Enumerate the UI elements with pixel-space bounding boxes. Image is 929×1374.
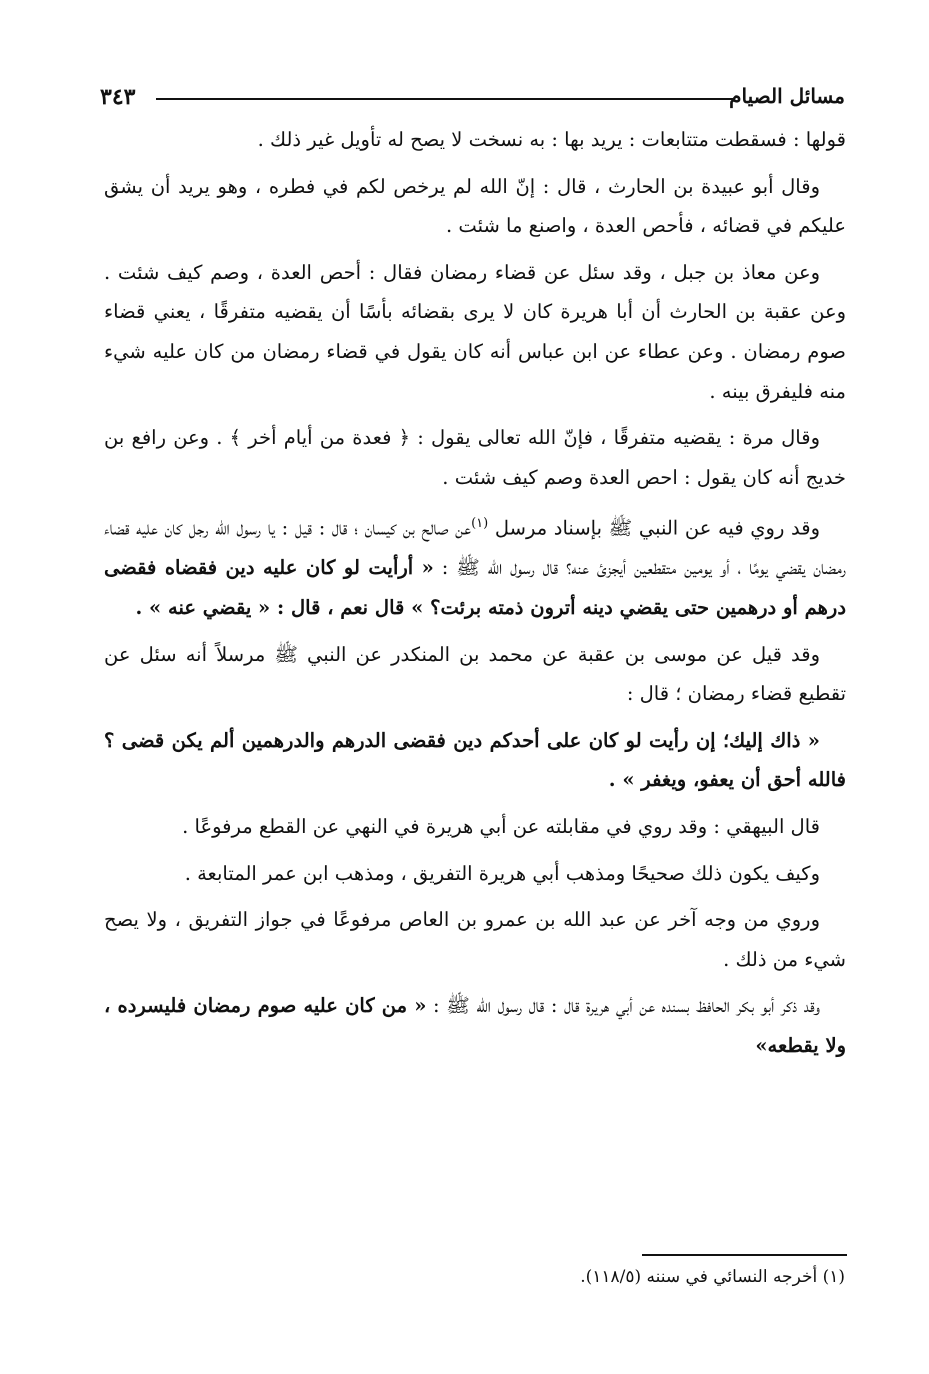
hadith-quote-1: « أرأيت لو كان عليه دين فقضاه فقضى درهم أو درهمين حتى يقضي دينه أترون ذمته برئت؟ » قال نعم ، قال : « يقضي عنه » . [104, 556, 846, 620]
running-title: مسائل الصيام [729, 84, 845, 108]
paragraph-5-text-a: وقد روي فيه عن النبي ﷺ بإسناد مرسل [494, 516, 820, 540]
paragraph-5-text-b: عن صالح بن كيسان ؛ قال : قيل : يا رسول الله رجل كان عليه قضاء رمضان يقضي يومًا ، أو يومين متقطعين أيجزئ عنه؟ قال رسول الله ﷺ : [104, 516, 846, 580]
paragraph-11 [104, 986, 846, 1065]
paragraph-5 [104, 504, 846, 627]
page-header [100, 82, 845, 116]
paragraph-10: وروي من وجه آخر عن عبد الله بن عمرو بن العاص مرفوعًا في جواز التفريق ، ولا يصح شيء من ذلك . [104, 908, 846, 971]
paragraph-6: وقد قيل عن موسى بن عقبة عن محمد بن المنكدر عن النبي ﷺ مرسلاً أنه سئل عن تقطيع قضاء رمضان ؛ قال : [104, 642, 846, 706]
paragraph-4: وقال مرة : يقضيه متفرقًا ، فإنّ الله تعالى يقول : ﴿ فعدة من أيام أخر ﴾ . وعن رافع بن خديج أنه كان يقول : احص العدة وصم كيف شئت . [104, 426, 846, 489]
footnote-ref: (١) [471, 516, 489, 532]
page-number: ٣٤٣ [100, 84, 136, 110]
page-body [104, 120, 846, 1073]
header-rule [156, 98, 733, 100]
paragraph-3: وعن معاذ بن جبل ، وقد سئل عن قضاء رمضان فقال : أحص العدة ، وصم كيف شئت . وعن عقبة بن الحارث أن أبا هريرة كان لا يرى بقضائه بأسًا أن يقضيه متفرقًا ، يعني قضاء صوم رمضان . وعن عطاء عن ابن عباس أنه كان يقول في قضاء رمضان من كان عليه شيء منه فليفرق بينه . [104, 260, 846, 403]
paragraph-9: وكيف يكون ذلك صحيحًا ومذهب أبي هريرة التفريق ، ومذهب ابن عمر المتابعة . [184, 861, 820, 885]
paragraph-1: قولها : فسقطت متتابعات : يريد بها : به نسخت لا يصح له تأويل غير ذلك . [257, 128, 846, 151]
hadith-quote-2: « ذاك إليك؛ إن رأيت لو كان على أحدكم دين فقضى الدرهم والدرهمين ألم يكن قضى ؟ فالله أحق أن يعفو، ويغفر » . [104, 728, 846, 792]
paragraph-11-text: وقد ذكر أبو بكر الحافظ بسنده عن أبي هريرة قال : قال رسول الله ﷺ : [426, 994, 820, 1018]
paragraph-8: قال البيهقي : وقد روي في مقابلته عن أبي هريرة في النهي عن القطع مرفوعًا . [182, 815, 820, 838]
hadith-quote-3: « من كان عليه صوم رمضان فليسرده ، ولا يقطعه» [104, 994, 846, 1057]
paragraph-2: وقال أبو عبيدة بن الحارث ، قال : إنّ الله لم يرخص لكم في فطره ، وهو يريد أن يشق عليكم في قضائه ، فأحص العدة ، واصنع ما شئت . [104, 174, 846, 238]
footnote-rule [642, 1254, 847, 1256]
footnote: (١) أخرجه النسائي في سننه (١١٨/٥). [580, 1267, 845, 1287]
